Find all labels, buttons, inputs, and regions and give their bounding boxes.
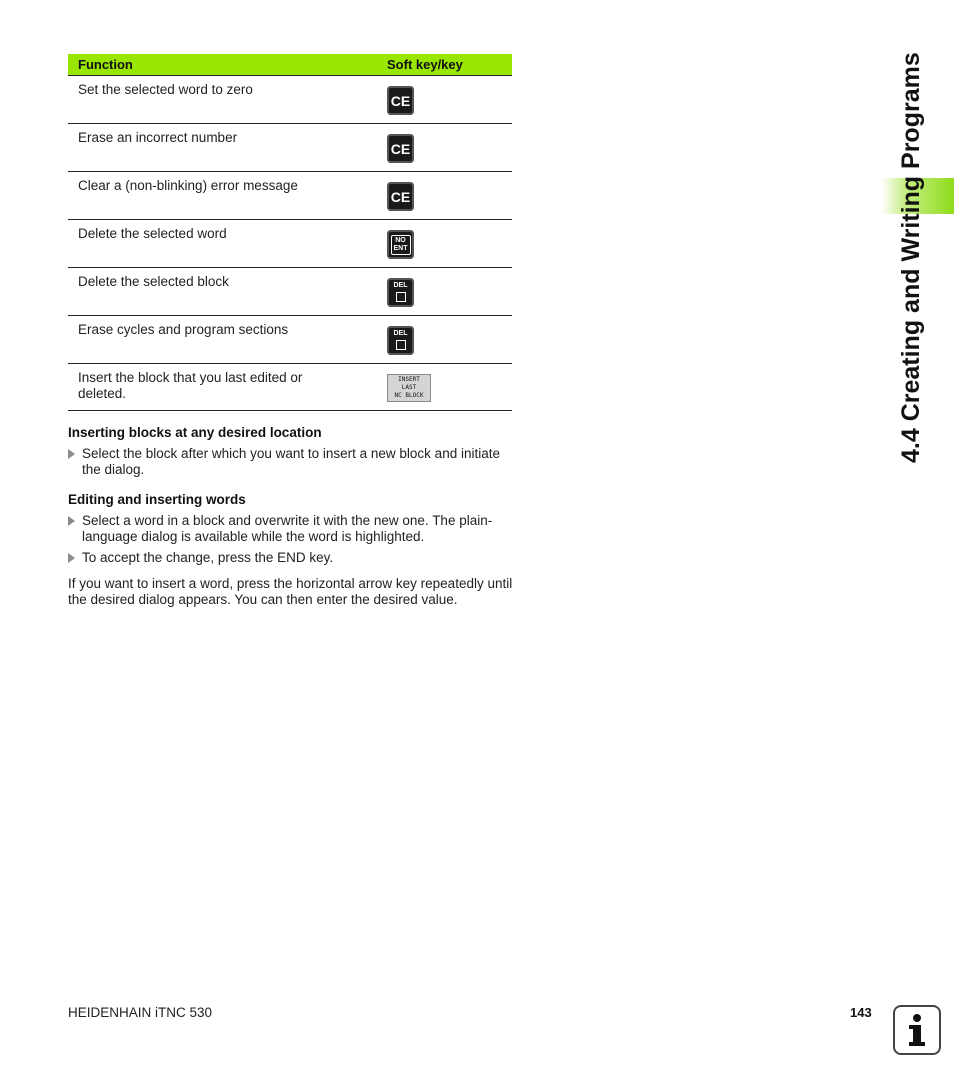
page-number: 143 <box>850 1005 872 1020</box>
del-key-icon <box>387 326 414 355</box>
del-key-label: DEL <box>393 330 408 337</box>
table-row <box>68 172 512 220</box>
del-key-label: DEL <box>393 282 408 289</box>
table-header <box>68 54 512 76</box>
function-table <box>68 54 512 411</box>
table-row <box>68 220 512 268</box>
header-softkey: Soft key/key <box>387 57 463 72</box>
row-function-text: Clear a (non-blinking) error message <box>78 178 298 193</box>
bullet-arrow-icon <box>68 449 75 459</box>
row-function-text: Erase cycles and program sections <box>78 322 289 337</box>
ce-key-icon: CE <box>387 86 414 115</box>
header-function: Function <box>78 57 133 72</box>
table-row <box>68 76 512 124</box>
ce-key-icon: CE <box>387 182 414 211</box>
table-row <box>68 364 512 411</box>
table-row <box>68 268 512 316</box>
row-function-text: Delete the selected block <box>78 274 229 289</box>
row-function-text: Insert the block that you last edited or deleted. <box>78 370 303 401</box>
section-heading-editing: Editing and inserting words <box>68 492 246 507</box>
no-ent-line2: ENT <box>393 244 408 252</box>
row-function-text: Erase an incorrect number <box>78 130 238 145</box>
del-key-icon <box>387 278 414 307</box>
insert-last-nc-block-softkey-icon <box>387 374 431 402</box>
section-heading-inserting: Inserting blocks at any desired location <box>68 425 322 440</box>
footer-product: HEIDENHAIN iTNC 530 <box>68 1005 213 1020</box>
no-ent-line1: NO <box>395 236 406 244</box>
chapter-side-title: 4.4 Creating and Writing Programs <box>897 52 925 463</box>
row-function-text: Delete the selected word <box>78 226 227 241</box>
ce-key-icon: CE <box>387 134 414 163</box>
softkey-line3: NC BLOCK <box>394 392 424 399</box>
table-row <box>68 316 512 364</box>
bullet-arrow-icon <box>68 516 75 526</box>
bullet-text: Select a word in a block and overwrite it with the new one. The plain-language dialog is available while the word is highlighted. <box>82 513 493 544</box>
bullet-text: Select the block after which you want to insert a new block and initiate the dialog. <box>82 446 500 477</box>
row-function-text: Set the selected word to zero <box>78 82 253 97</box>
bullet-text: To accept the change, press the END key. <box>82 550 334 565</box>
body-paragraph: If you want to insert a word, press the horizontal arrow key repeatedly until the desired dialog appears. You can then enter the desired value. <box>68 576 513 607</box>
info-icon <box>893 1005 941 1055</box>
no-ent-key-icon <box>387 230 414 259</box>
bullet-arrow-icon <box>68 553 75 563</box>
softkey-line1: INSERT <box>398 376 420 383</box>
softkey-line2: LAST <box>401 384 417 391</box>
table-row <box>68 124 512 172</box>
